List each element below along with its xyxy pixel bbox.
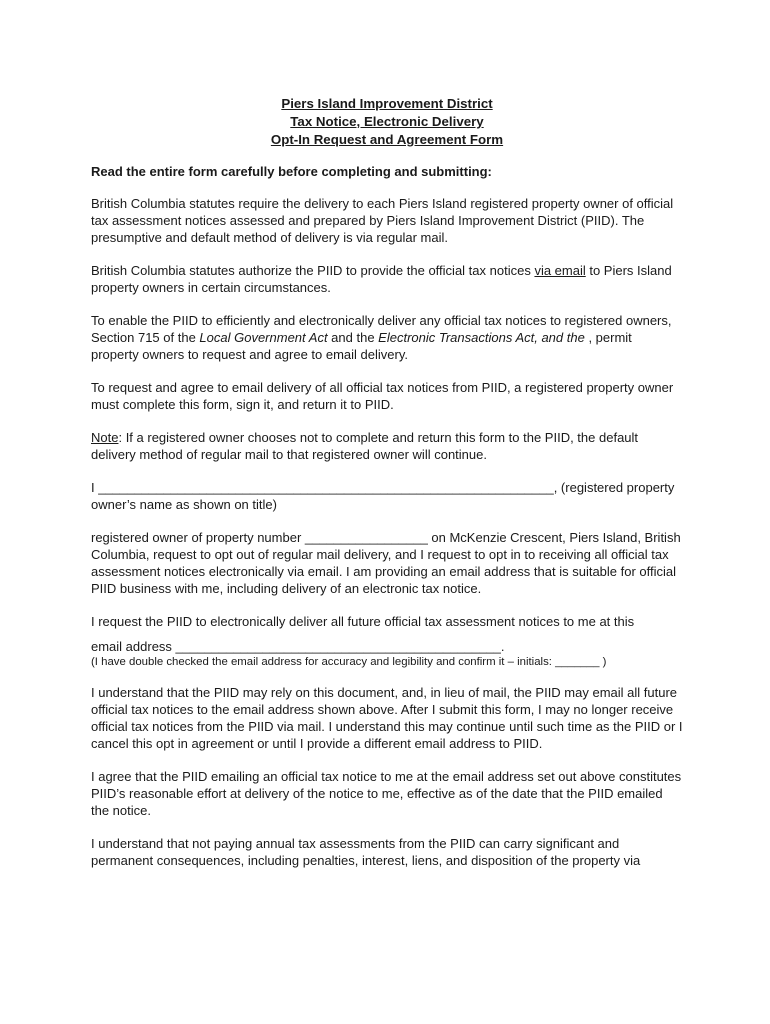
p2-before: British Columbia statutes authorize the PIID to provide the official tax notices (91, 263, 535, 278)
paragraph-legislation (91, 312, 683, 363)
form-title (91, 95, 683, 149)
initials-confirmation[interactable]: (I have double checked the email address for accuracy and legibility and confirm it – initials: _______ ) (91, 656, 607, 668)
note-label: Note (91, 430, 119, 445)
paragraph-statutes-email (91, 262, 683, 296)
instructions-heading: Read the entire form carefully before completing and submitting: (91, 164, 492, 179)
paragraph-statutes-delivery: British Columbia statutes require the delivery to each Piers Island registered property owner of official tax assessment notices assessed and prepared by Piers Island Improvement District (PIID). The presumptive and default method of delivery is via regular mail. (91, 196, 674, 245)
title-line-3: Opt-In Request and Agreement Form (270, 132, 504, 147)
note-text: : If a registered owner chooses not to complete and return this form to the PIID, the default delivery method of regular mail to that registered owner will continue. (91, 430, 639, 462)
document-body (91, 95, 683, 885)
paragraph-agreement: I agree that the PIID emailing an official tax notice to me at the email address set out above constitutes PIID’s reasonable effort at delivery of the notice to me, effective as of the date that the PIID emailed the notice. (91, 769, 682, 818)
paragraph-note (91, 429, 683, 463)
p3-part3: , permit property owners to request and agree to email delivery. (91, 330, 632, 362)
title-line-2: Tax Notice, Electronic Delivery (290, 114, 484, 129)
request-statement: I request the PIID to electronically deliver all future official tax assessment notices to me at this (91, 614, 635, 629)
paragraph-consequences: I understand that not paying annual tax assessments from the PIID can carry significant and permanent consequences, including penalties, interest, liens, and disposition of the property via (91, 836, 641, 868)
local-government-act: Local Government Act (199, 330, 328, 345)
p2-after: to Piers Island property owners in certain circumstances. (91, 263, 672, 295)
paragraph-request-instructions: To request and agree to email delivery of all official tax notices from PIID, a registered property owner must complete this form, sign it, and return it to PIID. (91, 380, 674, 412)
electronic-transactions-act: Electronic Transactions Act, and the (378, 330, 585, 345)
title-line-1: Piers Island Improvement District (281, 96, 493, 111)
via-email-text: via email (534, 263, 586, 278)
p3-part1: To enable the PIID to efficiently and electronically deliver any official tax notices to registered owners, Section 715 of the (91, 313, 672, 345)
p3-part2: and the (327, 330, 379, 345)
paragraph-understanding: I understand that the PIID may rely on this document, and, in lieu of mail, the PIID may email all future official tax notices to the email address shown above. After I submit this form, I may no longer receive official tax notices from the PIID via mail. I understand this may continue until such time as the PIID or I cancel this opt in agreement or until I provide a different email address to PIID. (91, 685, 683, 751)
email-address-field[interactable]: email address _____________________________________________. (91, 639, 505, 654)
property-number-paragraph[interactable]: registered owner of property number _________________ on McKenzie Crescent, Piers Island, British Columbia, request to opt out of regular mail delivery, and I request to opt in to receiving all official tax assessment notices electronically via email. I am providing an email address that is suitable for official PIID business with me, including delivery of an electronic tax notice. (91, 530, 681, 596)
owner-name-field[interactable]: I _______________________________________________________________, (registered property owner’s name as shown on title) (91, 480, 675, 512)
